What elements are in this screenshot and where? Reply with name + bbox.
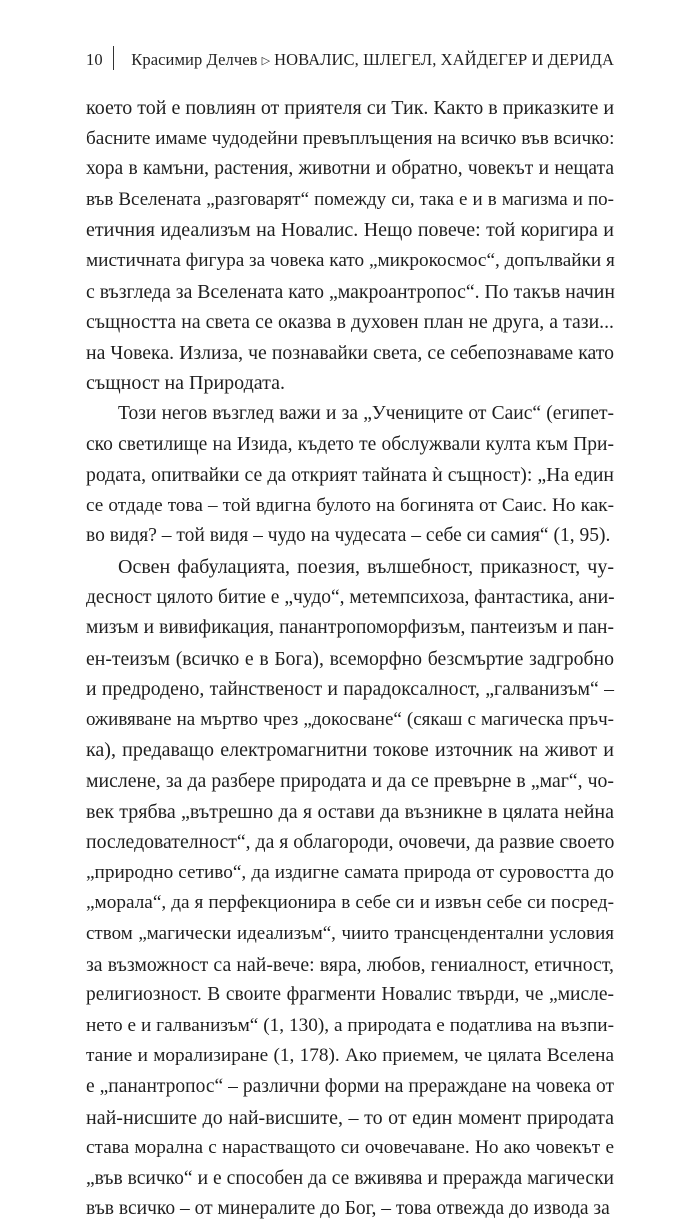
text-line: мислене, за да разбере природата и да се превърне в „маг“, чо-: [86, 770, 614, 793]
text-line: „морала“, да я перфекционира в себе си и извън себе си посред-: [86, 892, 614, 914]
body-text: [86, 93, 614, 1225]
running-header: [86, 44, 614, 72]
text-line: ством „магически идеализъм“, чиито трансцендентални условия: [86, 923, 614, 945]
text-line: мистичната фигура за човека като „микрокосмос“, допълвайки я: [86, 249, 615, 271]
text-line: се отдаде това – той вдигна булото на богинята от Саис. Но как-: [86, 494, 614, 516]
text-line: е „панантропос“ – различни форми на прераждане на човека от: [86, 1076, 614, 1097]
author-name: Красимир Делчев: [131, 50, 258, 69]
running-title: [131, 50, 614, 70]
text-line: „във всичко“ и е способен да се вживява и прераждa магически: [86, 1167, 614, 1189]
text-line: за възможност са най-вече: вяра, любов, гениалност, етичност,: [86, 953, 614, 976]
page-number: 10: [86, 50, 103, 69]
text-line: тание и морализиране (1, 178). Ако приемем, че цялата Вселена: [86, 1045, 614, 1067]
text-line: най-нисшите до най-висшите, – то от един момент природата: [86, 1106, 614, 1129]
text-line: оживяване на мъртво чрез „докосване“ (сякаш с магическа пръч-: [86, 708, 614, 730]
text-line: хора в камъни, растения, животни и обратно, човекът и нещата: [86, 158, 614, 180]
text-line: етичния идеализъм на Новалис. Нещо повече: той коригира и: [86, 219, 614, 242]
paragraph: [86, 93, 614, 399]
text-line: същността на света се оказва в духовен план не друга, а тази...: [86, 311, 614, 334]
text-line: религиозност. В своите фрагменти Новалис твърди, че „мисле-: [86, 984, 614, 1006]
text-line: става морална с нарастващото си очовечаване. Но ако човекът е: [86, 1137, 614, 1159]
text-line: с възгледа за Вселената като „макроантропос“. По такъв начин: [86, 280, 615, 303]
text-line: мизъм и вивификация, панантропоморфизъм, пантеизъм и пан-: [86, 617, 614, 639]
text-line: „природно сетиво“, да издигне самата природа от суровостта до: [86, 861, 614, 883]
text-line: ско светилище на Изида, където те обслужвали култа към При-: [86, 433, 614, 455]
paragraph: [86, 552, 614, 1225]
book-title: НОВАЛИС, ШЛЕГЕЛ, ХАЙДЕГЕР И ДЕРИДА: [274, 50, 614, 69]
text-line: ен-теизъм (всичко е в Бога), всеморфно безсмъртие задгробно: [86, 647, 614, 670]
text-line: във Вселената „разговарят“ помежду си, така е и в магизма и по-: [86, 188, 614, 210]
text-line: което той е повлиян от приятеля си Тик. Както в приказките и: [86, 97, 615, 119]
text-line: Този негов възглед важи и за „Учениците от Саис“ (египет-: [118, 402, 614, 424]
text-line: на Човека. Излиза, че познавайки света, се себепознаваме като: [86, 341, 614, 364]
text-line: родата, опитвайки се да открият тайната ѝ същност): „На един: [86, 464, 614, 487]
header-divider: [113, 46, 114, 70]
text-line: същност на Природата.: [86, 372, 285, 395]
text-line: и предродено, тайнственост и парадоксалност, „галванизъм“ –: [86, 678, 614, 701]
text-line: във всичко – от минералите до Бог, – това отвежда до извода за: [86, 1198, 610, 1220]
text-line: во видя? – той видя – чудо на чудесата – себе си самия“ (1, 95).: [86, 525, 611, 547]
text-line: десност цялото битие е „чудо“, метемпсихоза, фантастика, ани-: [86, 586, 615, 608]
text-line: последователност“, да я облагороди, очовечи, да развие своето: [86, 831, 615, 854]
text-line: ка), предаващо електромагнитни токове източник на живот и: [86, 739, 614, 762]
text-line: Освен фабулацията, поезия, вълшебност, приказност, чу-: [118, 555, 614, 578]
text-line: басните имаме чудодейни превъплъщения на всичко във всичко:: [86, 127, 615, 149]
triangle-right-icon: ▷: [261, 55, 271, 67]
text-line: век трябва „вътрешно да я остави да възникне в цялата нейна: [86, 800, 614, 823]
paragraph: [86, 399, 614, 552]
text-line: нето е и галванизъм“ (1, 130), а природата е податлива на възпи-: [86, 1014, 614, 1036]
